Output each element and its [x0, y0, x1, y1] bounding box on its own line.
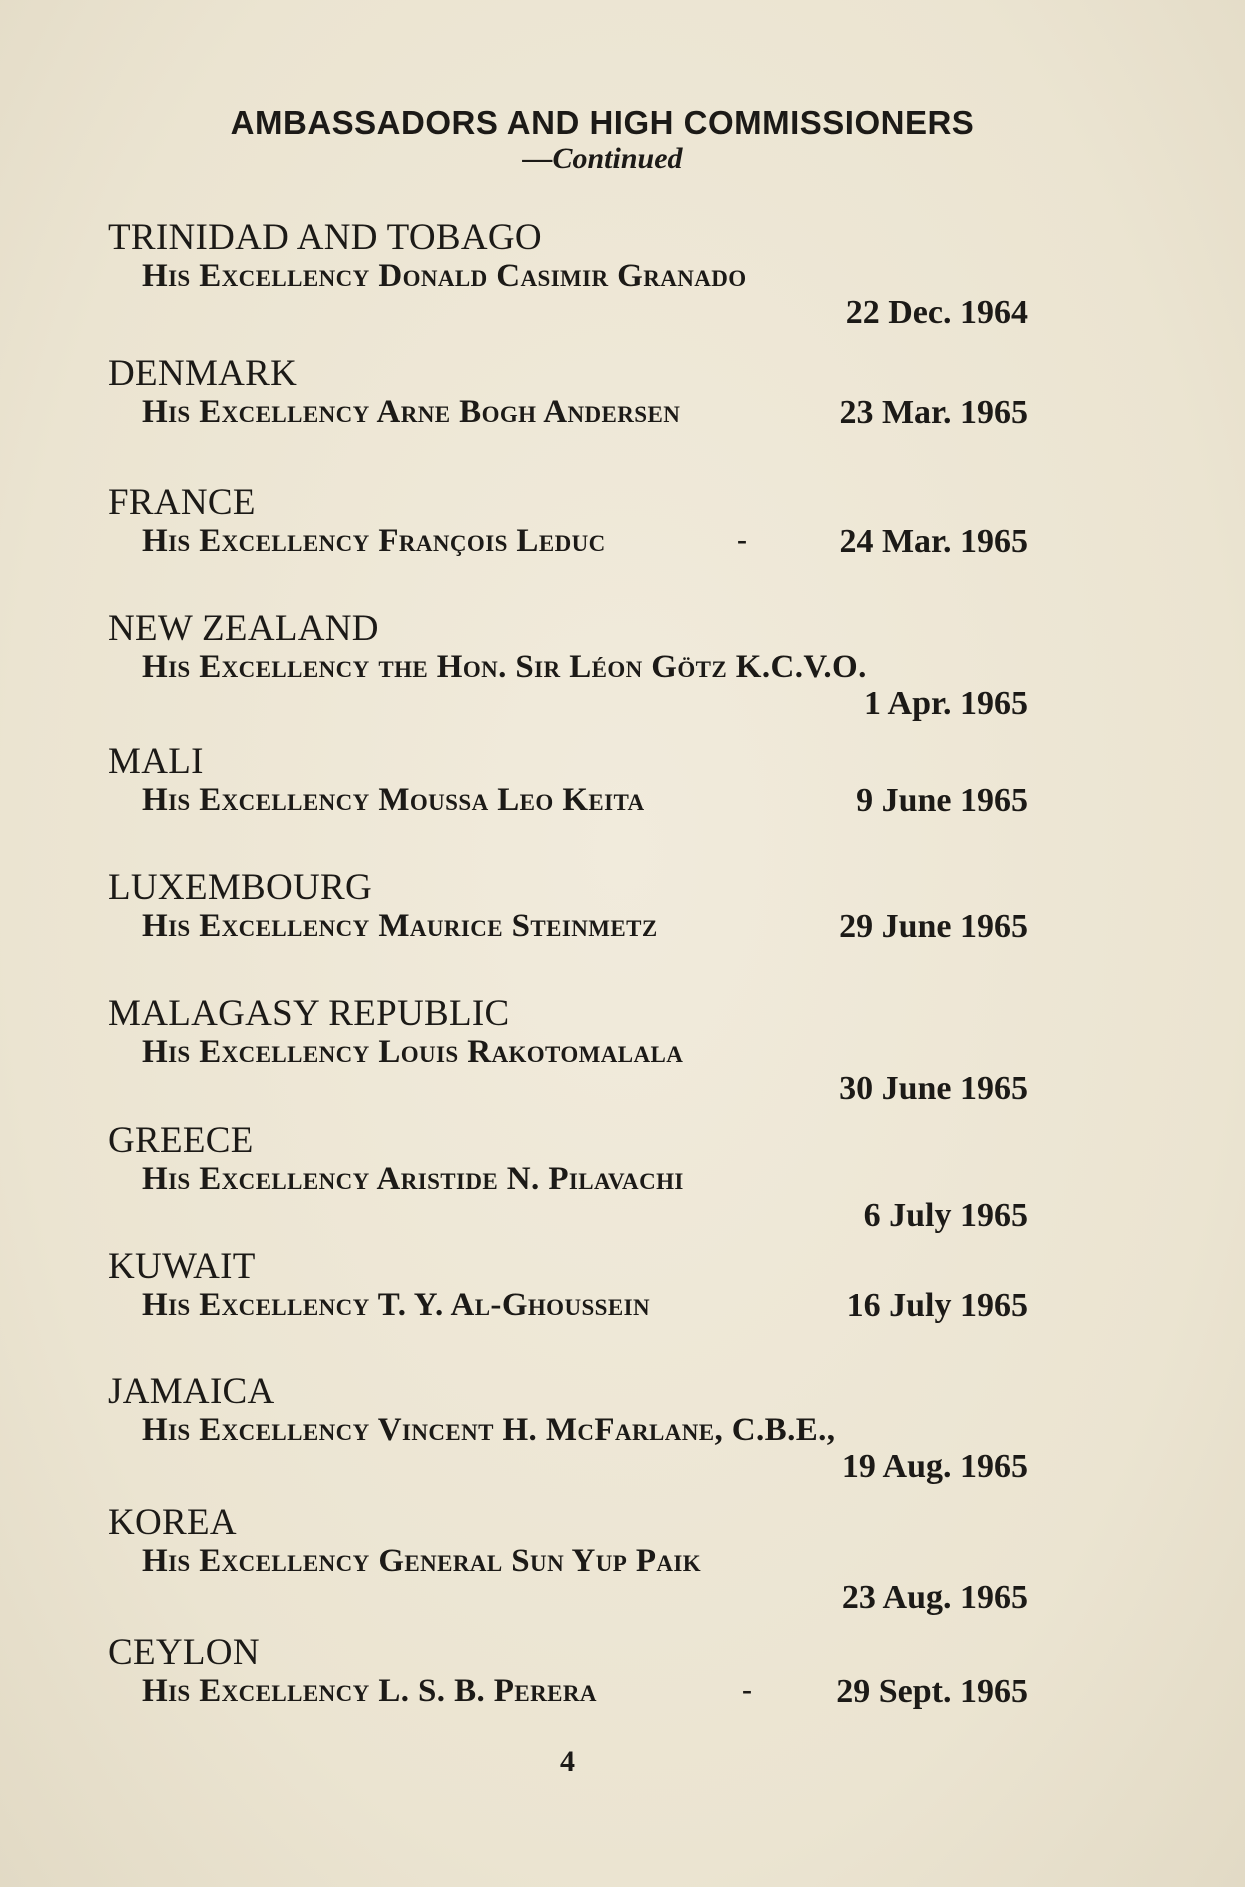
ambassador-line: [142, 1034, 1028, 1074]
ambassador-name: His Excellency T. Y. Al-Ghoussein: [142, 1287, 650, 1323]
appointment-date: 1 Apr. 1965: [863, 685, 1028, 722]
ambassador-name: His Excellency Moussa Leo Keita: [142, 782, 645, 818]
appointment-date: 22 Dec. 1964: [845, 294, 1028, 331]
ambassador-line: [142, 1161, 1028, 1201]
entry-jamaica: [108, 1372, 1028, 1486]
entry-greece: [108, 1121, 1028, 1235]
entry-kuwait: [108, 1247, 1028, 1327]
country-name: TRINIDAD AND TOBAGO: [108, 217, 542, 258]
country-name: KUWAIT: [108, 1246, 256, 1287]
country-name: FRANCE: [108, 482, 256, 523]
entry-new-zealand: [108, 609, 1028, 723]
entry-mali: [108, 742, 1028, 822]
country-name: LUXEMBOURG: [108, 867, 373, 908]
ambassador-line: [142, 523, 1028, 563]
entry-ceylon: [108, 1633, 1028, 1713]
ambassador-line: [142, 258, 1028, 298]
ambassador-name: His Excellency Aristide N. Pilavachi: [142, 1161, 684, 1197]
country-name: CEYLON: [108, 1632, 260, 1673]
country-name: KOREA: [108, 1502, 237, 1543]
ambassador-line: [142, 1412, 1028, 1452]
appointment-date: 29 Sept. 1965: [836, 1673, 1028, 1710]
leader-dash: -: [742, 1673, 752, 1706]
entry-france: [108, 483, 1028, 563]
country-name: MALAGASY REPUBLIC: [108, 993, 510, 1034]
ambassador-line: [142, 782, 1028, 822]
appointment-date: 29 June 1965: [839, 908, 1028, 945]
ambassador-name: His Excellency Donald Casimir Granado: [142, 258, 747, 294]
ambassador-line: [142, 1673, 1028, 1713]
appointment-date: 19 Aug. 1965: [841, 1448, 1028, 1485]
country-name: NEW ZEALAND: [108, 608, 379, 649]
entry-luxembourg: [108, 868, 1028, 948]
country-name: DENMARK: [108, 353, 298, 394]
page-title: AMBASSADORS AND HIGH COMMISSIONERS: [230, 104, 975, 141]
country-name: GREECE: [108, 1120, 254, 1161]
appointment-date: 6 July 1965: [863, 1197, 1028, 1234]
ambassador-name: His Excellency General Sun Yup Paik: [142, 1543, 702, 1579]
entry-denmark: [108, 354, 1028, 434]
ambassador-name: His Excellency Arne Bogh Andersen: [142, 394, 681, 430]
entry-malagasy-republic: [108, 994, 1028, 1108]
country-name: JAMAICA: [108, 1371, 275, 1412]
appointment-date: 23 Aug. 1965: [841, 1579, 1028, 1616]
appointment-date: 9 June 1965: [856, 782, 1028, 819]
entry-trinidad-and-tobago: [108, 218, 1028, 332]
page-header: [0, 104, 1225, 176]
page-number: 4: [560, 1745, 575, 1778]
ambassador-name: His Excellency L. S. B. Perera: [142, 1673, 597, 1709]
appointment-date: 23 Mar. 1965: [839, 394, 1028, 431]
appointment-date: 16 July 1965: [846, 1287, 1028, 1324]
ambassador-name: His Excellency Maurice Steinmetz: [142, 908, 658, 944]
ambassador-name: His Excellency Louis Rakotomalala: [142, 1034, 684, 1070]
ambassador-line: [142, 908, 1028, 948]
entry-korea: [108, 1503, 1028, 1617]
ambassador-line: [142, 649, 1028, 689]
ambassador-line: [142, 1543, 1028, 1583]
ambassador-line: [142, 394, 1028, 434]
ambassador-name: His Excellency Vincent H. McFarlane, C.B.E.,: [142, 1412, 836, 1448]
country-name: MALI: [108, 741, 204, 782]
leader-dash: -: [737, 523, 747, 556]
page-subtitle: —Continued: [522, 142, 683, 175]
ambassador-name: His Excellency François Leduc: [142, 523, 606, 559]
ambassador-name: His Excellency the Hon. Sir Léon Götz K.C.V.O.: [142, 649, 867, 685]
ambassador-line: [142, 1287, 1028, 1327]
appointment-date: 30 June 1965: [839, 1070, 1028, 1107]
appointment-date: 24 Mar. 1965: [839, 523, 1028, 560]
